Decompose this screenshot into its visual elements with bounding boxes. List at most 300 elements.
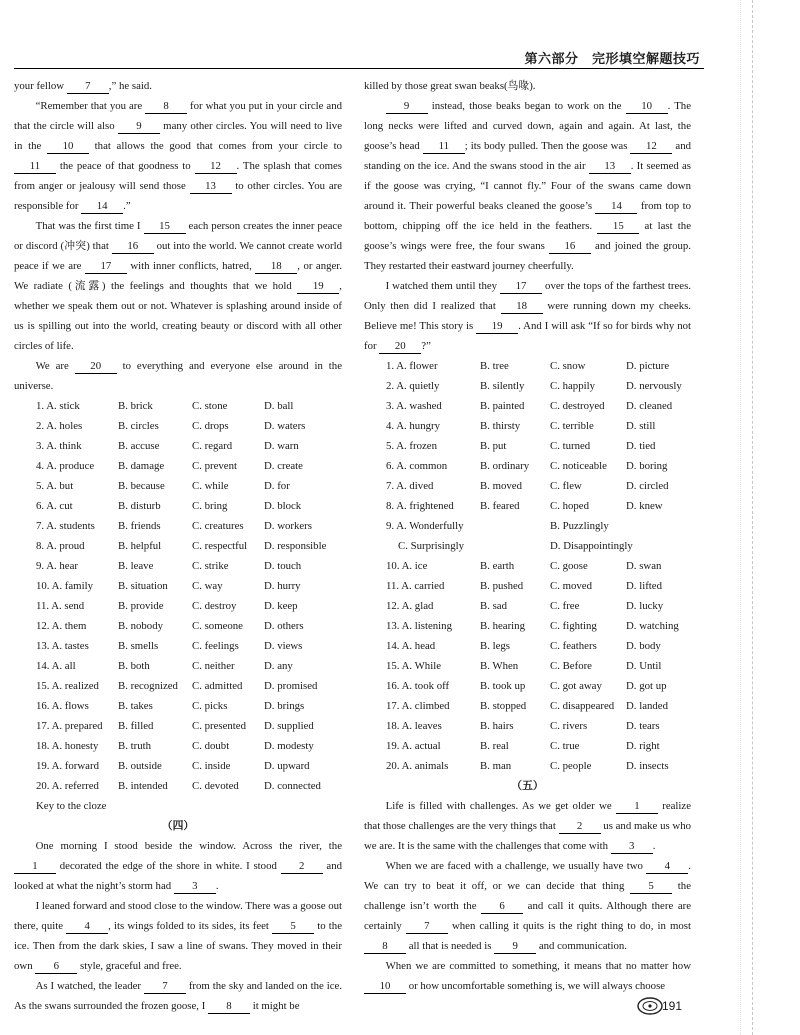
blank-number: 10 (364, 979, 406, 994)
passage-text: at last the goose’s wings were free, the four swans (364, 220, 691, 252)
passage-text: , its wings folded to its sides, its feet (108, 920, 273, 932)
blank-number: 10 (626, 99, 668, 114)
passage-text: As I watched, the leader (35, 980, 144, 992)
blank-number: 11 (423, 139, 465, 154)
option-row (14, 556, 342, 576)
passage-paragraph (364, 856, 691, 956)
option: D. got up (626, 680, 667, 692)
blank-number: 19 (297, 279, 339, 294)
option: C. feelings (192, 640, 239, 652)
option-row (14, 536, 342, 556)
blank-number: 8 (208, 999, 250, 1014)
option: 8. A. proud (36, 540, 85, 552)
options-list (364, 556, 691, 776)
passage-text: for what you put in your circle and that the circle will also (14, 100, 342, 132)
blank-number: 9 (118, 119, 160, 134)
passage-text: to the ice. Then from the dark skies, I saw a line of swans. They moved in their own (14, 920, 342, 972)
passage-paragraph (364, 96, 691, 276)
option: D. any (264, 660, 293, 672)
option: 15. A. realized (36, 680, 99, 692)
option: C. terrible (550, 420, 594, 432)
option: D. nervously (626, 380, 682, 392)
option: C. disappeared (550, 700, 615, 712)
option: D. views (264, 640, 303, 652)
option: C. flew (550, 480, 582, 492)
passage-paragraph (14, 896, 342, 976)
option: 1. A. flower (386, 360, 438, 372)
passage-text: the challenge isn’t worth the (364, 880, 691, 912)
option: D. landed (626, 700, 668, 712)
option: 7. A. dived (386, 480, 434, 492)
passage-text: realize that those challenges are the very things that (364, 800, 691, 832)
passage-text: I watched them until they (385, 280, 501, 292)
option: C. inside (192, 760, 231, 772)
blank-number: 10 (47, 139, 89, 154)
passage-text: ; its body pulled. Then the goose was (464, 140, 631, 152)
option: C. noticeable (550, 460, 607, 472)
option-row (14, 596, 342, 616)
option: 7. A. students (36, 520, 95, 532)
passage-text: with inner conflicts, hatred, (126, 260, 256, 272)
option: D. connected (264, 780, 321, 792)
passage-text: . The splash that comes from anger or jealousy will send those (14, 160, 342, 192)
passage-text: and communication. (536, 940, 628, 952)
option: 6. A. cut (36, 500, 73, 512)
blank-number: 2 (559, 819, 601, 834)
option: 10. A. family (36, 580, 93, 592)
option: D. body (626, 640, 661, 652)
option: C. Surprisingly (398, 540, 464, 552)
option-row (364, 456, 691, 476)
option-row (364, 436, 691, 456)
option-row (14, 476, 342, 496)
option: B. brick (118, 400, 153, 412)
option: D. hurry (264, 580, 301, 592)
option: B. provide (118, 600, 164, 612)
option: C. bring (192, 500, 228, 512)
passage-text: many other circles. You will need to live in the (14, 120, 342, 152)
blank-number: 11 (14, 159, 56, 174)
option-row (364, 616, 691, 636)
option: 3. A. washed (386, 400, 442, 412)
passage-line: killed by those great swan beaks(鸟喙). (364, 80, 536, 92)
blank-number: 7 (67, 79, 109, 94)
option: B. moved (480, 480, 522, 492)
passage-text: .” (123, 200, 131, 212)
option: D. knew (626, 500, 663, 512)
option: B. disturb (118, 500, 161, 512)
option: D. tears (626, 720, 660, 732)
option: C. drops (192, 420, 229, 432)
option: D. cleaned (626, 400, 673, 412)
blank-number: 3 (611, 839, 653, 854)
passage-text: your fellow (14, 80, 67, 92)
blank-number: 5 (272, 919, 314, 934)
passage-text: it might be (250, 1000, 300, 1012)
option: B. circles (118, 420, 159, 432)
passage-text: That was the first time I (35, 220, 144, 232)
option: C. hoped (550, 500, 589, 512)
option: 12. A. them (36, 620, 87, 632)
passage-text: I leaned forward and stood close to the window. There was a goose out there, quite (14, 900, 342, 932)
passage-text: us and make us who we are. It is the same with the challenges that come with (364, 820, 691, 852)
option: 9. A. Wonderfully (386, 520, 464, 532)
option-row (14, 576, 342, 596)
option-row (14, 776, 342, 796)
option: C. got away (550, 680, 602, 692)
passage-text: . The long necks were lifted and curved down, again and again. At last, the goose’s head (364, 100, 691, 152)
option-row (364, 556, 691, 576)
option: B. helpful (118, 540, 162, 552)
option: 19. A. actual (386, 740, 441, 752)
blank-number: 9 (386, 99, 428, 114)
option: 10. A. ice (386, 560, 428, 572)
blank-number: 16 (549, 239, 591, 254)
page-number: 191 (661, 999, 682, 1013)
option: B. intended (118, 780, 168, 792)
right-column (364, 76, 691, 996)
option: D. upward (264, 760, 310, 772)
passage-text: the peace of that goodness to (56, 160, 195, 172)
option: 18. A. leaves (386, 720, 442, 732)
blank-number: 4 (66, 919, 108, 934)
option: 17. A. climbed (386, 700, 450, 712)
blank-number: 5 (630, 879, 672, 894)
blank-number: 13 (589, 159, 631, 174)
passage-text: and call it quits. Although there are certainly (364, 900, 692, 932)
option: C. people (550, 760, 592, 772)
option: 13. A. tastes (36, 640, 89, 652)
blank-number: 8 (364, 939, 406, 954)
option: D. lifted (626, 580, 662, 592)
option-row (364, 496, 691, 516)
option-row (364, 476, 691, 496)
blank-number: 13 (190, 179, 232, 194)
blank-number: 17 (500, 279, 542, 294)
option: 16. A. took off (386, 680, 450, 692)
passage-text: We are (35, 360, 75, 372)
option-row (364, 356, 691, 376)
blank-number: 19 (476, 319, 518, 334)
option: 11. A. send (36, 600, 85, 612)
option: C. stone (192, 400, 228, 412)
passage-text: all that is needed is (406, 940, 495, 952)
option: D. for (264, 480, 290, 492)
passage-paragraph (364, 796, 691, 856)
blank-number: 1 (616, 799, 658, 814)
option: 11. A. carried (386, 580, 445, 592)
blank-number: 6 (35, 959, 77, 974)
passage-text: , whether we speak them out or not. Whatever is splashing around inside of us is spilling out into the world, creating beauty or discord with all other circles of life. (14, 280, 342, 352)
option: C. devoted (192, 780, 239, 792)
option: D. Until (626, 660, 662, 672)
option: C. destroyed (550, 400, 605, 412)
option: B. stopped (480, 700, 527, 712)
option: 20. A. referred (36, 780, 99, 792)
option: D. touch (264, 560, 302, 572)
option: 3. A. think (36, 440, 82, 452)
blank-number: 20 (379, 339, 421, 354)
option-row (14, 396, 342, 416)
option: B. When (480, 660, 519, 672)
option: 6. A. common (386, 460, 448, 472)
option: B. earth (480, 560, 515, 572)
option: B. because (118, 480, 165, 492)
option-row (14, 496, 342, 516)
section-title: （五） (511, 780, 544, 792)
passage-text: ?” (421, 340, 431, 352)
blank-number: 15 (144, 219, 186, 234)
passage-text: from top to bottom, chipping off the ice held in the feathers. (364, 200, 691, 232)
passage-text: . (215, 880, 219, 892)
option: 18. A. honesty (36, 740, 99, 752)
option-row (14, 656, 342, 676)
passage-paragraph (364, 276, 691, 356)
passage-text: over the tops of the farthest trees. Only then did I realized that (364, 280, 691, 312)
passage-text: and standing on the ice. And the swans stood in the air (364, 140, 692, 172)
option: B. filled (118, 720, 154, 732)
passage-paragraph (14, 976, 342, 1016)
page-header-title: 第六部分 完形填空解题技巧 (524, 52, 700, 67)
passage-text: When we are faced with a challenge, we usually have two (385, 860, 647, 872)
option: D. watching (626, 620, 679, 632)
option: D. responsible (264, 540, 327, 552)
margin-dotted-line (740, 0, 742, 1035)
passage-text: or how uncomfortable something is, we will always choose (406, 980, 666, 992)
passage-text: out into the world. We cannot create world peace if we are (14, 240, 342, 272)
option-row (14, 736, 342, 756)
option: C. someone (192, 620, 243, 632)
option-row (364, 656, 691, 676)
option: B. both (118, 660, 150, 672)
option: D. circled (626, 480, 669, 492)
option: C. happily (550, 380, 595, 392)
option: D. ball (264, 400, 294, 412)
blank-number: 16 (112, 239, 154, 254)
option: C. Before (550, 660, 592, 672)
option-row-9-cont (364, 536, 691, 556)
option: B. painted (480, 400, 525, 412)
options-list (14, 396, 342, 796)
option: B. tree (480, 360, 509, 372)
option-row (364, 716, 691, 736)
passage-text: each person creates the inner peace or discord (冲突) that (14, 220, 342, 252)
option: D. others (264, 620, 304, 632)
blank-number: 7 (144, 979, 186, 994)
option: C. destroy (192, 600, 237, 612)
passage-text: and looked at what the night’s storm had (14, 860, 342, 892)
option: B. sad (480, 600, 507, 612)
option: C. neither (192, 660, 235, 672)
option-row (364, 416, 691, 436)
passage-paragraph (14, 96, 342, 216)
option: B. recognized (118, 680, 178, 692)
option: D. picture (626, 360, 670, 372)
option: C. goose (550, 560, 588, 572)
passage-text: to everything and everyone else around in the universe. (14, 360, 342, 392)
option: B. put (480, 440, 507, 452)
option: B. friends (118, 520, 161, 532)
option: D. keep (264, 600, 298, 612)
header-divider (14, 68, 704, 69)
passage-text: Life is filled with challenges. As we get older we (385, 800, 616, 812)
option: 1. A. stick (36, 400, 80, 412)
passage-text: . It seemed as if the goose was crying, “I cannot fly.” Four of the swans came down around it. Their powerful beaks cleaned the goose’s (364, 160, 691, 212)
blank-number: 8 (145, 99, 187, 114)
option: 2. A. quietly (386, 380, 440, 392)
option: D. still (626, 420, 656, 432)
option: B. situation (118, 580, 168, 592)
option: D. block (264, 500, 302, 512)
passage-text: that allows the good that comes from your circle to (88, 140, 342, 152)
option: B. damage (118, 460, 165, 472)
option: B. thirsty (480, 420, 521, 432)
option: B. feared (480, 500, 520, 512)
passage-text: from the sky and landed on the ice. As the swans surrounded the frozen goose, I (14, 980, 342, 1012)
option: C. true (550, 740, 580, 752)
blank-number: 15 (597, 219, 639, 234)
option-row (364, 636, 691, 656)
passage-text: “Remember that you are (35, 100, 146, 112)
option-row (14, 716, 342, 736)
option: 15. A. While (386, 660, 441, 672)
option-row (364, 396, 691, 416)
option: D. Disappointingly (550, 540, 633, 552)
blank-number: 20 (75, 359, 117, 374)
passage-paragraph (14, 356, 342, 396)
option: B. outside (118, 760, 162, 772)
option: B. smells (118, 640, 159, 652)
option-row (364, 676, 691, 696)
option: D. tied (626, 440, 656, 452)
option: B. legs (480, 640, 510, 652)
option-row (364, 736, 691, 756)
blank-number: 9 (494, 939, 536, 954)
passage-text: to other circles. You are responsible for (14, 180, 342, 212)
passage-text: One morning I stood beside the window. Across the river, the (35, 840, 342, 852)
option: 13. A. listening (386, 620, 452, 632)
option: C. picks (192, 700, 228, 712)
passage-text: , or anger. We radiate (流露) the feelings and thoughts that we hold (14, 260, 343, 292)
option: B. truth (118, 740, 151, 752)
option: B. real (480, 740, 509, 752)
option: D. workers (264, 520, 312, 532)
passage-line (14, 76, 342, 96)
option: D. boring (626, 460, 668, 472)
passage-paragraph (14, 836, 342, 896)
option-row (14, 636, 342, 656)
passage-text: were running down my cheeks. Believe me! This story is (364, 300, 691, 332)
option: 5. A. but (36, 480, 74, 492)
option: C. rivers (550, 720, 588, 732)
passage-text: . And I will ask “If so for birds why not for (364, 320, 691, 352)
passage-text: When we are committed to something, it means that no matter how (385, 960, 691, 972)
option: 8. A. frightened (386, 500, 454, 512)
option: 12. A. glad (386, 600, 434, 612)
option: C. snow (550, 360, 586, 372)
option-row (364, 756, 691, 776)
option: C. way (192, 580, 223, 592)
option-row (14, 696, 342, 716)
blank-number: 14 (595, 199, 637, 214)
option-row-9 (364, 516, 691, 536)
option: 9. A. hear (36, 560, 78, 572)
option-row (14, 416, 342, 436)
option: C. regard (192, 440, 233, 452)
option: C. respectful (192, 540, 248, 552)
blank-number: 3 (174, 879, 216, 894)
passage-text: when calling it quits is the right thing to do, in most (447, 920, 691, 932)
option: 20. A. animals (386, 760, 449, 772)
blank-number: 18 (501, 299, 543, 314)
blank-number: 12 (195, 159, 237, 174)
option: 5. A. frozen (386, 440, 437, 452)
option: C. creatures (192, 520, 244, 532)
option-row (364, 576, 691, 596)
option: C. admitted (192, 680, 243, 692)
blank-number: 6 (481, 899, 523, 914)
option: B. pushed (480, 580, 524, 592)
option: D. lucky (626, 600, 664, 612)
blank-number: 14 (81, 199, 123, 214)
option-row (14, 516, 342, 536)
left-column (14, 76, 342, 1016)
option: 16. A. flows (36, 700, 89, 712)
option: D. swan (626, 560, 662, 572)
option-row (364, 596, 691, 616)
option: 4. A. hungry (386, 420, 440, 432)
option: D. insects (626, 760, 669, 772)
option: D. brings (264, 700, 305, 712)
blank-number: 2 (281, 859, 323, 874)
option: 14. A. head (386, 640, 436, 652)
option-row (14, 756, 342, 776)
option: D. modesty (264, 740, 314, 752)
option: C. fighting (550, 620, 597, 632)
option-row (14, 436, 342, 456)
blank-number: 1 (14, 859, 56, 874)
option-row (14, 456, 342, 476)
option: 4. A. produce (36, 460, 95, 472)
book-logo-icon (636, 996, 664, 1016)
blank-number: 7 (406, 919, 448, 934)
option: B. hairs (480, 720, 514, 732)
option: C. feathers (550, 640, 597, 652)
option: 14. A. all (36, 660, 76, 672)
option-row (14, 616, 342, 636)
options-list (364, 356, 691, 516)
option: 17. A. prepared (36, 720, 103, 732)
option: D. waters (264, 420, 306, 432)
option: C. moved (550, 580, 592, 592)
option: D. promised (264, 680, 318, 692)
option: C. doubt (192, 740, 230, 752)
option: B. ordinary (480, 460, 530, 472)
option: C. strike (192, 560, 229, 572)
passage-text: . We can try to beat it off, or we can decide that thing (364, 860, 691, 892)
passage-paragraph (364, 956, 691, 996)
blank-number: 17 (85, 259, 127, 274)
option: B. silently (480, 380, 525, 392)
option: C. while (192, 480, 229, 492)
blank-number: 12 (630, 139, 672, 154)
passage-text: and joined the group. They restarted their eastward journey cheerfully. (364, 240, 692, 272)
option: B. accuse (118, 440, 160, 452)
option: 2. A. holes (36, 420, 83, 432)
option: B. Puzzlingly (550, 520, 609, 532)
blank-number: 18 (255, 259, 297, 274)
option: C. prevent (192, 460, 237, 472)
